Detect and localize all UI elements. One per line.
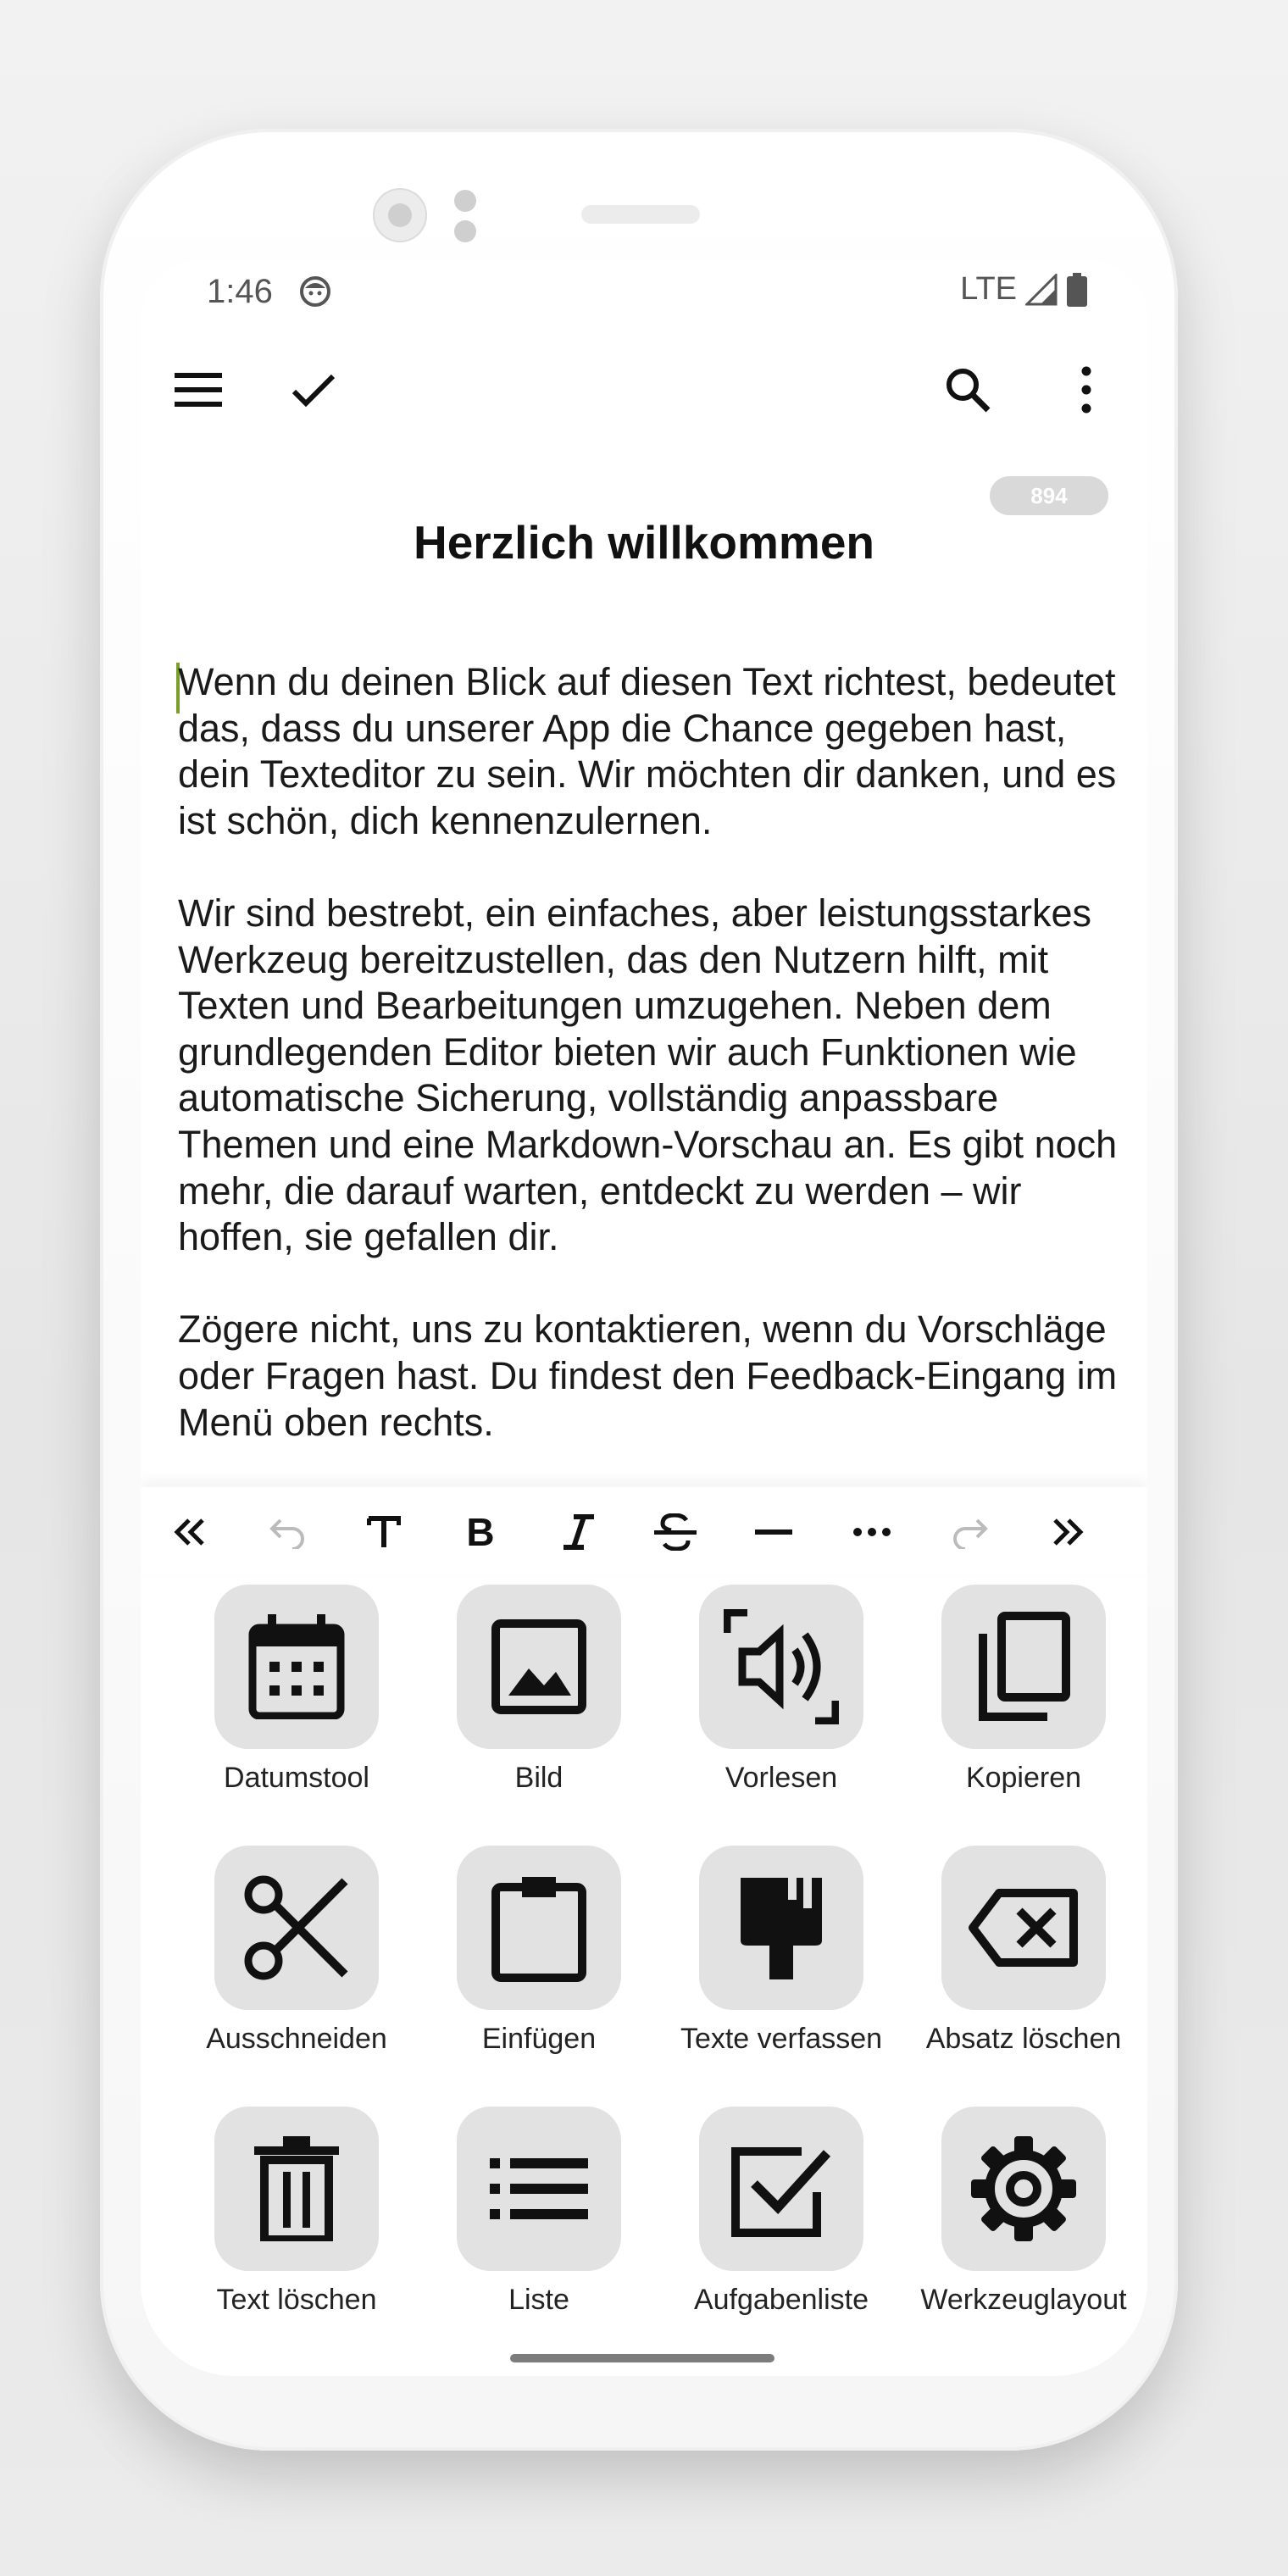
tool-label: Liste: [508, 2284, 569, 2316]
document-title[interactable]: Herzlich willkommen: [413, 516, 875, 569]
earpiece: [581, 205, 700, 224]
sensor-dots: [451, 186, 478, 244]
network-type: LTE: [960, 271, 1017, 307]
status-right: [960, 271, 1088, 308]
redo-icon[interactable]: [941, 1502, 1000, 1562]
tool-tile[interactable]: [172, 2107, 418, 2361]
tool-tile[interactable]: [172, 1846, 418, 2100]
brush-icon[interactable]: [699, 1846, 863, 2010]
read-aloud-icon[interactable]: [699, 1585, 863, 1749]
undo-icon[interactable]: [258, 1502, 317, 1562]
menu-icon[interactable]: [171, 363, 225, 417]
tool-label: Werkzeuglayout: [920, 2284, 1127, 2316]
tool-label: Absatz löschen: [925, 2023, 1122, 2055]
tool-label: Aufgabenliste: [693, 2284, 869, 2316]
tool-label: Ausschneiden: [206, 2023, 387, 2055]
checkbox-icon[interactable]: [699, 2107, 863, 2271]
tool-label: Texte verfassen: [680, 2023, 883, 2055]
document-body[interactable]: [178, 659, 1119, 1486]
character-count-badge: 894: [990, 476, 1108, 515]
tool-tile[interactable]: [899, 1846, 1145, 2100]
tool-tile[interactable]: [172, 1585, 418, 1839]
tool-label: Bild: [514, 1762, 564, 1794]
copy-icon[interactable]: [941, 1585, 1106, 1749]
trash-icon[interactable]: [214, 2107, 379, 2271]
tool-tile[interactable]: [657, 1846, 902, 2100]
clipboard-icon[interactable]: [457, 1846, 621, 2010]
more-options-icon[interactable]: [1059, 363, 1113, 417]
tool-tile[interactable]: [414, 1846, 660, 2100]
tool-tile[interactable]: [414, 2107, 660, 2361]
gear-icon[interactable]: [941, 2107, 1106, 2271]
tool-tile[interactable]: [657, 2107, 902, 2361]
tool-tile[interactable]: [899, 1585, 1145, 1839]
signal-icon: [1025, 274, 1058, 306]
backspace-icon[interactable]: [941, 1846, 1106, 2010]
status-time: 1:46: [207, 273, 273, 310]
bold-icon[interactable]: B: [466, 1510, 495, 1554]
image-icon[interactable]: [457, 1585, 621, 1749]
tool-label: Kopieren: [965, 1762, 1082, 1794]
horizontal-rule-icon[interactable]: [744, 1502, 803, 1562]
tool-label: Vorlesen: [724, 1762, 838, 1794]
tool-label: Datumstool: [224, 1762, 369, 1794]
home-indicator[interactable]: [510, 2354, 774, 2362]
list-icon[interactable]: [457, 2107, 621, 2271]
paragraph[interactable]: Zögere nicht, uns zu kontaktieren, wenn du Vorschläge oder Fragen hast. Du findest den Feedback-Eingang im Menü oben rechts.: [178, 1307, 1118, 1444]
expand-right-icon[interactable]: [1039, 1502, 1098, 1562]
battery-icon: [1066, 273, 1088, 307]
tool-label: Text löschen: [216, 2284, 377, 2316]
status-bar: [141, 261, 1147, 324]
android-face-icon: [298, 275, 332, 308]
collapse-left-icon[interactable]: [159, 1502, 219, 1562]
app-screen: [141, 261, 1147, 2376]
strikethrough-icon[interactable]: [646, 1502, 705, 1562]
tool-label: Einfügen: [481, 2023, 597, 2055]
search-icon[interactable]: [941, 363, 995, 417]
paragraph[interactable]: Wir sind bestrebt, ein einfaches, aber leistungsstarkes Werkzeug bereitzustellen, das den Nutzern hilft, mit Texten und Bearbeitungen umzugehen. Neben dem grundlegenden Editor bieten wir auch Funktionen wie automatische Sicherung, vollständig anpassbare Themen und eine Markdown-Vorschau an. Es gibt noch mehr, die darauf warten, entdeckt zu werden – wir hoffen, sie gefallen dir.: [178, 891, 1118, 1259]
ellipsis-icon[interactable]: [842, 1502, 902, 1562]
tool-tile[interactable]: [899, 2107, 1145, 2361]
top-toolbar: [141, 346, 1147, 430]
checkmark-icon[interactable]: [286, 363, 341, 417]
text-style-icon[interactable]: [354, 1502, 414, 1562]
scissors-icon[interactable]: [214, 1846, 379, 2010]
italic-icon[interactable]: [549, 1502, 608, 1562]
tool-tile[interactable]: [657, 1585, 902, 1839]
formatting-toolbar: [141, 1487, 1147, 1575]
front-camera: [373, 188, 427, 242]
calendar-icon[interactable]: [214, 1585, 379, 1749]
paragraph[interactable]: Wenn du deinen Blick auf diesen Text richtest, bedeutet das, dass du unserer App die Chance gegeben hast, dein Texteditor zu sein. Wir möchten dir danken, und es ist schön, dich kennenzulernen.: [178, 660, 1117, 842]
tool-tile[interactable]: [414, 1585, 660, 1839]
